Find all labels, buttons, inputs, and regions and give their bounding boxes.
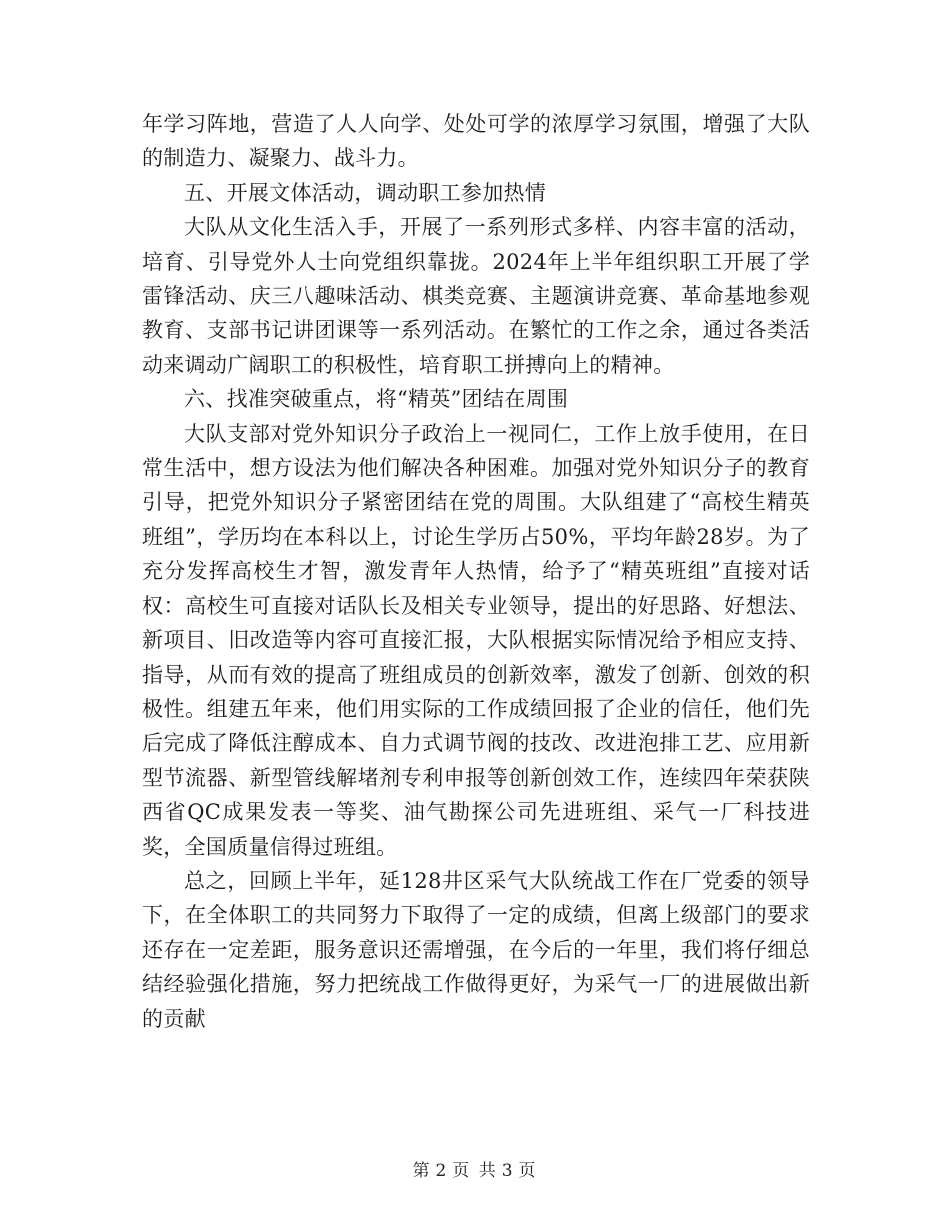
paragraph-continuation: 年学习阵地，营造了人人向学、处处可学的浓厚学习氛围，增强了大队的制造力、凝聚力、战斗力。 xyxy=(142,112,810,171)
document-body xyxy=(142,107,810,1036)
footer-suffix: 页 xyxy=(518,1161,538,1181)
section-heading-6: 六、找准突破重点，将“精英”团结在周围 xyxy=(184,387,569,412)
section-heading-5: 五、开展文体活动，调动职工参加热情 xyxy=(184,180,547,205)
paragraph-summary: 总之，回顾上半年，延128井区采气大队统战工作在厂党委的领导下，在全体职工的共同努力下取得了一定的成绩，但离上级部门的要求还存在一定差距，服务意识还需增强，在今后的一年里，我们将仔细总结经验强化措施，努力把统战工作做得更好，为采气一厂的进展做出新的贡献 xyxy=(142,868,810,1031)
page-footer xyxy=(0,1156,950,1181)
paragraph-elite-team: 大队支部对党外知识分子政治上一视同仁，工作上放手使用，在日常生活中，想方设法为他们解决各种困难。加强对党外知识分子的教育引导，把党外知识分子紧密团结在党的周围。大队组建了“高校生精英班组”，学历均在本科以上，讨论生学历占50%，平均年龄28岁。为了充分发挥高校生才智，激发青年人热情，给予了“精英班组”直接对话权：高校生可直接对话队长及相关专业领导，提出的好思路、好想法、新项目、旧改造等内容可直接汇报，大队根据实际情况给予相应支持、指导，从而有效的提高了班组成员的创新效率，激发了创新、创效的积极性。组建五年来，他们用实际的工作成绩回报了企业的信任，他们先后完成了降低注醇成本、自力式调节阀的技改、改进泡排工艺、应用新型节流器、新型管线解堵剂专利申报等创新创效工作，连续四年荣获陕西省QC成果发表一等奖、油气勘探公司先进班组、采气一厂科技进奖，全国质量信得过班组。 xyxy=(142,421,810,859)
footer-middle: 页 共 xyxy=(452,1161,498,1181)
footer-page-number: 2 xyxy=(435,1161,449,1181)
paragraph-cultural-activities: 大队从文化生活入手，开展了一系列形式多样、内容丰富的活动，培育、引导党外人士向党组织靠拢。2024年上半年组织职工开展了学雷锋活动、庆三八趣味活动、棋类竞赛、主题演讲竞赛、革命基地参观教育、支部书记讲团课等一系列活动。在繁忙的工作之余，通过各类活动来调动广阔职工的积极性，培育职工拼搏向上的精神。 xyxy=(142,215,810,377)
footer-prefix: 第 xyxy=(412,1161,432,1181)
footer-total-pages: 3 xyxy=(501,1161,515,1181)
